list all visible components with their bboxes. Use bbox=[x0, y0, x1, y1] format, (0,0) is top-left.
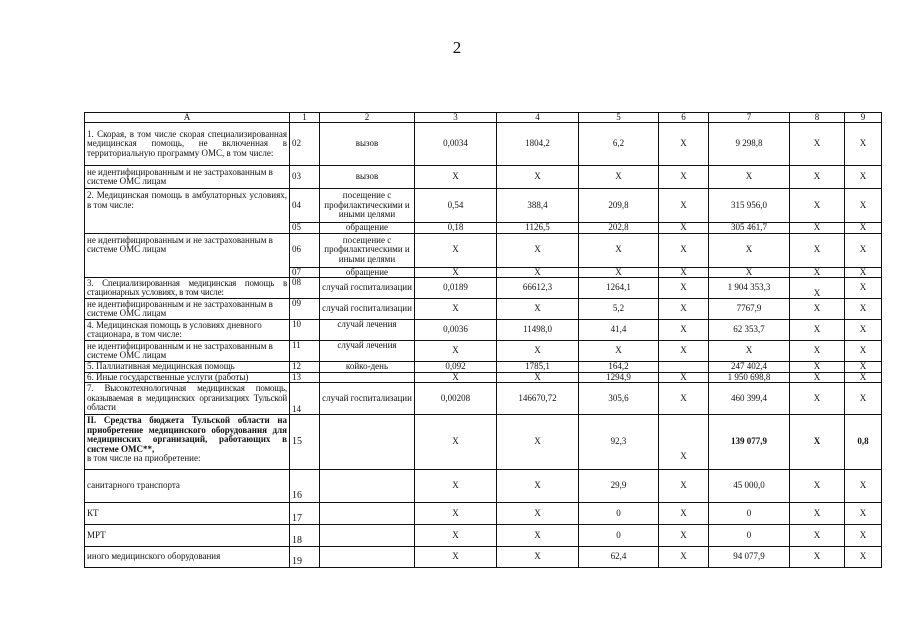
row-code: 17 bbox=[290, 503, 320, 525]
value-cell: 0 bbox=[709, 503, 790, 525]
row-code: 06 bbox=[290, 233, 320, 267]
value-cell: X bbox=[659, 503, 709, 525]
value-cell: X bbox=[845, 299, 882, 320]
value-cell: 0,00208 bbox=[415, 383, 497, 415]
value-cell: 41,4 bbox=[579, 320, 659, 341]
row-code: 03 bbox=[290, 166, 320, 189]
unit-cell: обращение bbox=[320, 223, 415, 234]
value-cell: 29,9 bbox=[579, 470, 659, 503]
unit-cell: вызов bbox=[320, 123, 415, 166]
row-code: 11 bbox=[290, 341, 320, 362]
unit-cell: случай госпитализации bbox=[320, 278, 415, 299]
table-row bbox=[85, 503, 882, 525]
value-cell: 202,8 bbox=[579, 223, 659, 234]
unit-cell bbox=[320, 470, 415, 503]
row-code: 02 bbox=[290, 123, 320, 166]
row-label: иного медицинского оборудования bbox=[85, 547, 290, 568]
value-cell: 0,092 bbox=[415, 362, 497, 373]
value-cell: X bbox=[845, 470, 882, 503]
value-cell: X bbox=[845, 362, 882, 373]
value-cell: 139 077,9 bbox=[709, 415, 790, 470]
value-cell: 305,6 bbox=[579, 383, 659, 415]
unit-cell: посещение с профилактическими и иными целями bbox=[320, 189, 415, 223]
value-cell: 0,8 bbox=[845, 415, 882, 470]
value-cell: X bbox=[845, 383, 882, 415]
row-code: 10 bbox=[290, 320, 320, 341]
header-cell: 4 bbox=[497, 113, 579, 123]
value-cell: 0 bbox=[579, 525, 659, 547]
unit-cell: случай лечения bbox=[320, 341, 415, 362]
value-cell: X bbox=[659, 415, 709, 470]
header-cell: 5 bbox=[579, 113, 659, 123]
value-cell: 0,0036 bbox=[415, 320, 497, 341]
value-cell: 45 000,0 bbox=[709, 470, 790, 503]
row-label-cell bbox=[85, 415, 290, 470]
value-cell: X bbox=[659, 525, 709, 547]
value-cell: X bbox=[659, 189, 709, 223]
value-cell: X bbox=[790, 383, 845, 415]
value-cell: 0,0034 bbox=[415, 123, 497, 166]
value-cell: X bbox=[659, 278, 709, 299]
value-cell: X bbox=[415, 299, 497, 320]
value-cell: 94 077,9 bbox=[709, 547, 790, 568]
value-cell: X bbox=[579, 166, 659, 189]
value-cell: X bbox=[415, 415, 497, 470]
value-cell: 460 399,4 bbox=[709, 383, 790, 415]
row-code: 18 bbox=[290, 525, 320, 547]
table-row bbox=[85, 320, 882, 341]
row-label: не идентифицированным и не застрахованным в системе ОМС лицам bbox=[85, 299, 290, 320]
value-cell: X bbox=[415, 525, 497, 547]
unit-cell: случай лечения bbox=[320, 320, 415, 341]
unit-cell bbox=[320, 415, 415, 470]
value-cell: X bbox=[790, 547, 845, 568]
row-label: 1. Скорая, в том числе скорая специализированная медицинская помощь, не включенная в территориальную программу ОМС, в том числе: bbox=[85, 123, 290, 166]
value-cell: X bbox=[659, 233, 709, 267]
row-sublabel: в том числе на приобретение: bbox=[87, 453, 201, 463]
value-cell: X bbox=[415, 267, 497, 278]
table-row bbox=[85, 341, 882, 362]
value-cell: X bbox=[790, 372, 845, 383]
value-cell: X bbox=[790, 525, 845, 547]
value-cell: 7767,9 bbox=[709, 299, 790, 320]
value-cell: 315 956,0 bbox=[709, 189, 790, 223]
value-cell: 0 bbox=[579, 503, 659, 525]
value-cell: X bbox=[845, 503, 882, 525]
row-code: 14 bbox=[290, 383, 320, 415]
unit-cell bbox=[320, 547, 415, 568]
row-label: 7. Высокотехнологичная медицинская помощь, оказываемая в медицинских организациях Тульской области bbox=[85, 383, 290, 415]
value-cell: X bbox=[497, 267, 579, 278]
value-cell: 11498,0 bbox=[497, 320, 579, 341]
value-cell: X bbox=[845, 525, 882, 547]
value-cell: X bbox=[790, 278, 845, 299]
value-cell: X bbox=[790, 470, 845, 503]
value-cell: X bbox=[497, 372, 579, 383]
row-code: 07 bbox=[290, 267, 320, 278]
unit-cell bbox=[320, 372, 415, 383]
value-cell: 247 402,4 bbox=[709, 362, 790, 373]
unit-cell bbox=[320, 525, 415, 547]
value-cell: X bbox=[497, 547, 579, 568]
value-cell: X bbox=[497, 233, 579, 267]
value-cell: 5,2 bbox=[579, 299, 659, 320]
unit-cell: случай госпитализации bbox=[320, 383, 415, 415]
value-cell: X bbox=[790, 299, 845, 320]
value-cell: X bbox=[579, 233, 659, 267]
value-cell: X bbox=[709, 341, 790, 362]
unit-cell: обращение bbox=[320, 267, 415, 278]
header-cell: А bbox=[85, 113, 290, 123]
value-cell: X bbox=[579, 267, 659, 278]
row-code: 05 bbox=[290, 223, 320, 234]
table-row bbox=[85, 470, 882, 503]
value-cell: X bbox=[790, 415, 845, 470]
value-cell: X bbox=[415, 503, 497, 525]
row-label: санитарного транспорта bbox=[85, 470, 290, 503]
value-cell: X bbox=[659, 341, 709, 362]
value-cell: X bbox=[659, 267, 709, 278]
value-cell: 0 bbox=[709, 525, 790, 547]
value-cell: 209,8 bbox=[579, 189, 659, 223]
value-cell: X bbox=[497, 299, 579, 320]
row-label: не идентифицированным и не застрахованным в системе ОМС лицам bbox=[85, 341, 290, 362]
value-cell: X bbox=[659, 547, 709, 568]
value-cell: X bbox=[415, 372, 497, 383]
value-cell: 1 950 698,8 bbox=[709, 372, 790, 383]
unit-cell: случай госпитализации bbox=[320, 299, 415, 320]
value-cell: X bbox=[845, 267, 882, 278]
value-cell: X bbox=[845, 166, 882, 189]
value-cell: X bbox=[790, 166, 845, 189]
value-cell: X bbox=[497, 415, 579, 470]
row-label: 6. Иные государственные услуги (работы) bbox=[85, 372, 290, 383]
header-cell: 8 bbox=[790, 113, 845, 123]
table-row bbox=[85, 278, 882, 299]
row-label: 3. Специализированная медицинская помощь в стационарных условиях, в том числе: bbox=[85, 278, 290, 299]
value-cell: 0,54 bbox=[415, 189, 497, 223]
value-cell: X bbox=[659, 299, 709, 320]
row-label: 4. Медицинская помощь в условиях дневного стационара, в том числе: bbox=[85, 320, 290, 341]
unit-cell: посещение с профилактическими и иными целями bbox=[320, 233, 415, 267]
value-cell: X bbox=[497, 525, 579, 547]
row-label: не идентифицированным и не застрахованным в системе ОМС лицам bbox=[85, 166, 290, 189]
value-cell: X bbox=[790, 320, 845, 341]
value-cell: X bbox=[845, 320, 882, 341]
value-cell: 0,18 bbox=[415, 223, 497, 234]
value-cell: X bbox=[497, 470, 579, 503]
row-code: 12 bbox=[290, 362, 320, 373]
value-cell: 1 904 353,3 bbox=[709, 278, 790, 299]
page-number: 2 bbox=[452, 38, 462, 57]
unit-cell: вызов bbox=[320, 166, 415, 189]
value-cell: 146670,72 bbox=[497, 383, 579, 415]
value-cell bbox=[659, 362, 709, 373]
value-cell: X bbox=[659, 383, 709, 415]
table-row bbox=[85, 233, 882, 267]
value-cell: X bbox=[709, 267, 790, 278]
value-cell: 1804,2 bbox=[497, 123, 579, 166]
value-cell: 9 298,8 bbox=[709, 123, 790, 166]
header-cell: 3 bbox=[415, 113, 497, 123]
value-cell: 92,3 bbox=[579, 415, 659, 470]
value-cell: X bbox=[845, 372, 882, 383]
value-cell: X bbox=[579, 341, 659, 362]
value-cell: 1294,9 bbox=[579, 372, 659, 383]
table-header-row bbox=[85, 113, 882, 123]
value-cell: X bbox=[790, 503, 845, 525]
value-cell: X bbox=[790, 362, 845, 373]
table-row bbox=[85, 123, 882, 166]
unit-cell: койко-день bbox=[320, 362, 415, 373]
row-code: 19 bbox=[290, 547, 320, 568]
value-cell: X bbox=[790, 189, 845, 223]
value-cell: X bbox=[659, 372, 709, 383]
table-row bbox=[85, 372, 882, 383]
value-cell: X bbox=[497, 503, 579, 525]
row-code: 08 bbox=[290, 278, 320, 299]
value-cell: X bbox=[659, 320, 709, 341]
table-row bbox=[85, 166, 882, 189]
table-row bbox=[85, 525, 882, 547]
value-cell: 1126,5 bbox=[497, 223, 579, 234]
value-cell: 6,2 bbox=[579, 123, 659, 166]
value-cell: X bbox=[845, 547, 882, 568]
value-cell: 62 353,7 bbox=[709, 320, 790, 341]
header-cell: 9 bbox=[845, 113, 882, 123]
row-code: 15 bbox=[290, 415, 320, 470]
value-cell: 66612,3 bbox=[497, 278, 579, 299]
value-cell: X bbox=[659, 166, 709, 189]
value-cell: X bbox=[845, 278, 882, 299]
value-cell: X bbox=[497, 166, 579, 189]
value-cell: 1264,1 bbox=[579, 278, 659, 299]
value-cell: X bbox=[790, 233, 845, 267]
row-label: не идентифицированным и не застрахованным в системе ОМС лицам bbox=[85, 233, 290, 278]
value-cell: X bbox=[845, 189, 882, 223]
row-label: 2. Медицинская помощь в амбулаторных условиях, в том числе: bbox=[85, 189, 290, 234]
value-cell: X bbox=[415, 470, 497, 503]
value-cell: 388,4 bbox=[497, 189, 579, 223]
section-heading: II. Средства бюджета Тульской области на приобретение медицинского оборудования для медицинских организаций, работающих в системе ОМС**, bbox=[87, 415, 287, 454]
value-cell: X bbox=[497, 341, 579, 362]
header-cell: 2 bbox=[320, 113, 415, 123]
header-cell: 6 bbox=[659, 113, 709, 123]
value-cell: 62,4 bbox=[579, 547, 659, 568]
value-cell: X bbox=[709, 166, 790, 189]
table-row bbox=[85, 383, 882, 415]
value-cell: 1785,1 bbox=[497, 362, 579, 373]
row-code: 04 bbox=[290, 189, 320, 223]
header-cell: 1 bbox=[290, 113, 320, 123]
row-label: КТ bbox=[85, 503, 290, 525]
row-code: 13 bbox=[290, 372, 320, 383]
value-cell: X bbox=[659, 470, 709, 503]
row-code: 09 bbox=[290, 299, 320, 320]
value-cell: X bbox=[415, 341, 497, 362]
header-cell: 7 bbox=[709, 113, 790, 123]
value-cell: X bbox=[415, 166, 497, 189]
value-cell: 0,0189 bbox=[415, 278, 497, 299]
table-row bbox=[85, 189, 882, 223]
value-cell: X bbox=[790, 123, 845, 166]
value-cell: X bbox=[790, 267, 845, 278]
value-cell: X bbox=[415, 547, 497, 568]
row-label: МРТ bbox=[85, 525, 290, 547]
financing-table bbox=[84, 112, 882, 568]
table-row bbox=[85, 299, 882, 320]
value-cell: X bbox=[790, 341, 845, 362]
value-cell: 305 461,7 bbox=[709, 223, 790, 234]
value-cell: X bbox=[845, 223, 882, 234]
row-code: 16 bbox=[290, 470, 320, 503]
value-cell: 164,2 bbox=[579, 362, 659, 373]
value-cell: X bbox=[415, 233, 497, 267]
value-cell: X bbox=[845, 123, 882, 166]
unit-cell bbox=[320, 503, 415, 525]
row-label: 5. Паллиативная медицинская помощь bbox=[85, 362, 290, 373]
value-cell: X bbox=[659, 123, 709, 166]
table-row bbox=[85, 415, 882, 470]
value-cell: X bbox=[845, 341, 882, 362]
value-cell: X bbox=[709, 233, 790, 267]
value-cell: X bbox=[659, 223, 709, 234]
value-cell: X bbox=[790, 223, 845, 234]
table-row bbox=[85, 362, 882, 373]
table-row bbox=[85, 547, 882, 568]
value-cell: X bbox=[845, 233, 882, 267]
